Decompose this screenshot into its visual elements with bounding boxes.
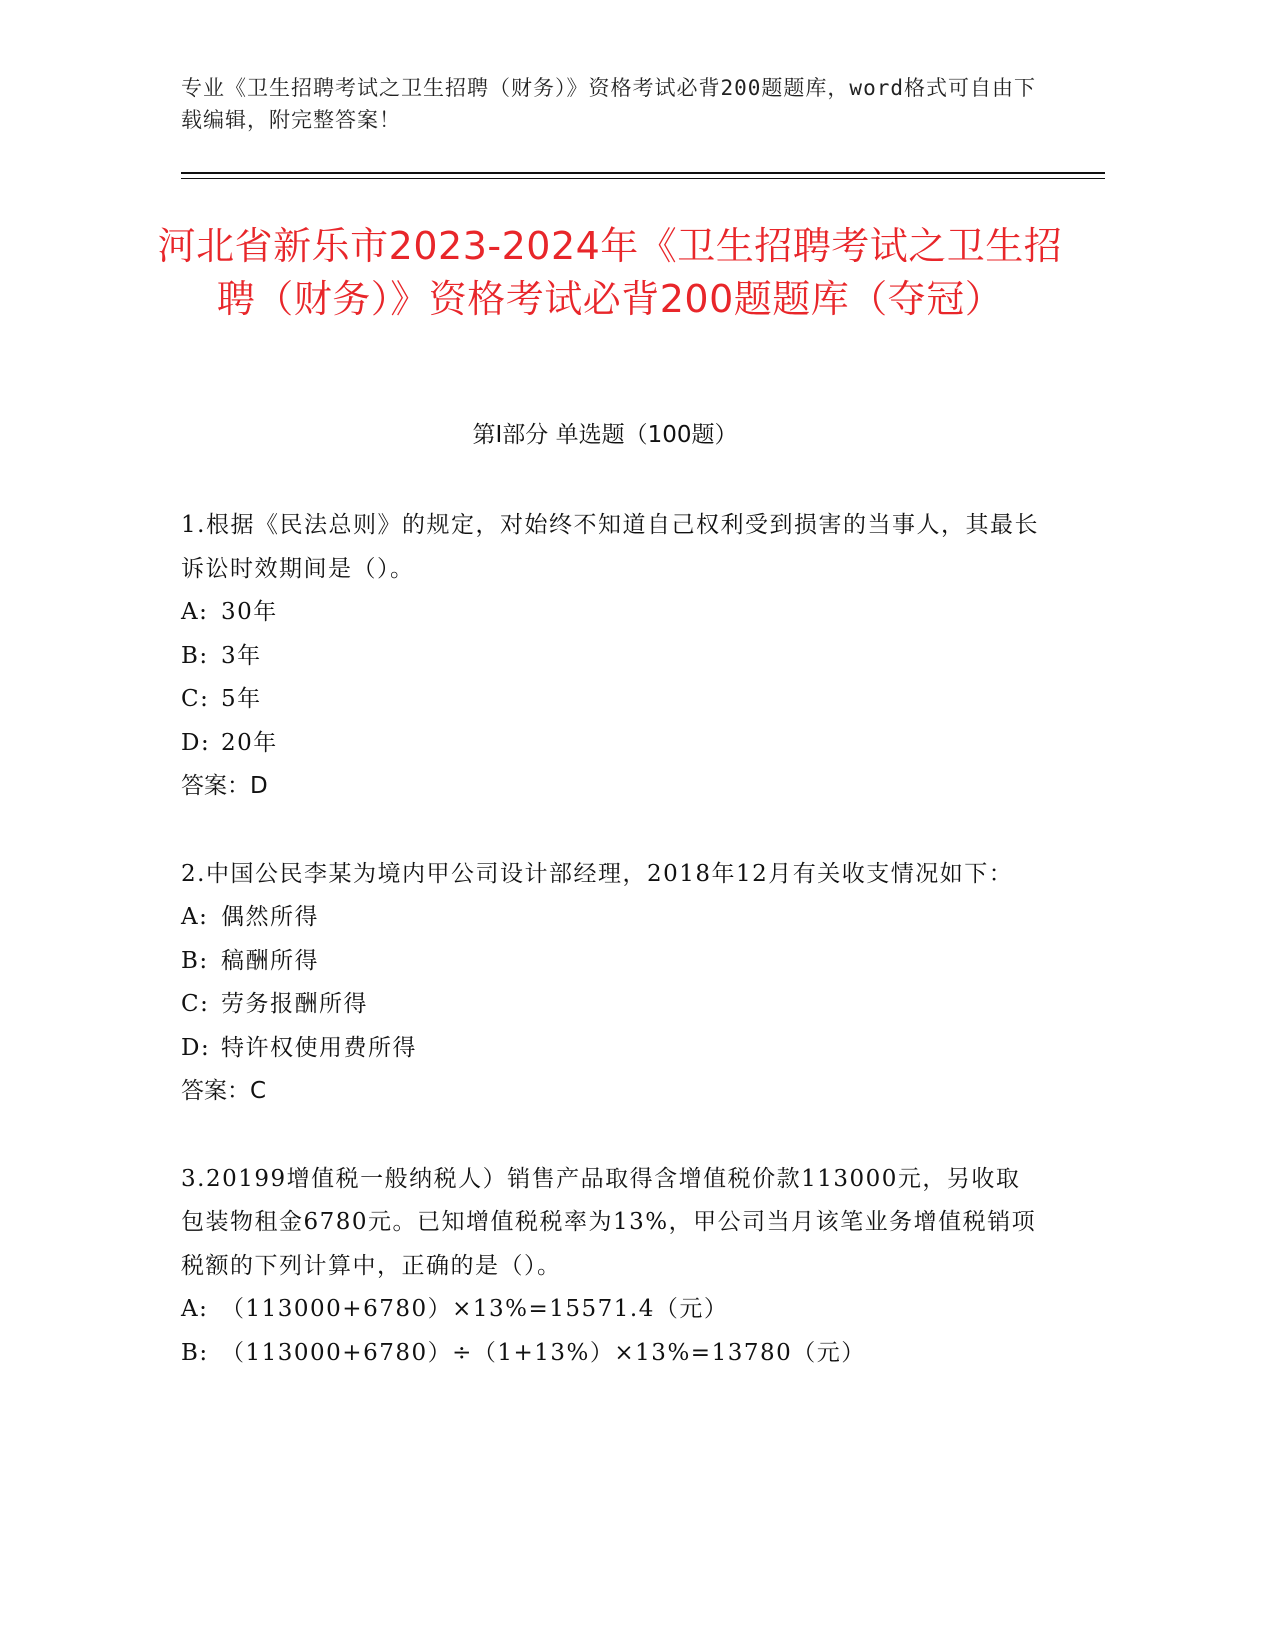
option-letter: B: (181, 642, 209, 669)
option-b (181, 635, 1041, 679)
question-stem: 1.根据《民法总则》的规定，对始终不知道自己权利受到损害的当事人，其最长诉讼时效期间是（）。 (181, 512, 1039, 582)
option-d (181, 722, 1041, 766)
option-letter: B: (181, 1339, 209, 1366)
option-letter: A: (181, 1296, 209, 1322)
option-letter: D: (181, 1034, 211, 1061)
option-text: （113000+6780）×13%=15571.4（元） (221, 1296, 729, 1322)
option-text: 稿酬所得 (221, 947, 319, 974)
option-letter: A: (181, 599, 209, 625)
option-a (181, 591, 1041, 635)
option-a (181, 1288, 1041, 1332)
question-stem: 2.中国公民李某为境内甲公司设计部经理，2018年12月有关收支情况如下： (181, 860, 1014, 887)
option-text: 30年 (221, 599, 278, 625)
option-text: 特许权使用费所得 (221, 1034, 417, 1061)
option-b (181, 940, 1041, 984)
option-d (181, 1027, 1041, 1071)
question-stem: 3.20199增值税一般纳税人）销售产品取得含增值税价款113000元，另收取包装物租金6780元。已知增值税税率为13%，甲公司当月该笔业务增值税销项税额的下列计算中，正确的是（）。 (181, 1165, 1037, 1279)
question-2 (181, 853, 1041, 1114)
document-title: 河北省新乐市2023-2024年《卫生招聘考试之卫生招聘（财务）》资格考试必背200题题库（夺冠） (157, 224, 1063, 321)
option-letter: C: (181, 991, 210, 1017)
question-answer: 答案：D (181, 773, 268, 799)
header-divider-thick (181, 172, 1105, 174)
option-text: 3年 (221, 642, 262, 669)
option-a (181, 896, 1041, 940)
option-letter: B: (181, 947, 209, 974)
option-text: 20年 (221, 729, 278, 756)
question-3 (181, 1158, 1041, 1376)
option-c (181, 983, 1041, 1027)
section-title: 第Ⅰ部分 单选题（100题） (472, 422, 738, 448)
question-answer: 答案：C (181, 1078, 267, 1104)
option-text: 5年 (221, 686, 262, 712)
header-divider-thin (181, 178, 1105, 179)
option-c (181, 678, 1041, 722)
option-b (181, 1332, 1041, 1376)
question-1 (181, 504, 1041, 809)
option-letter: C: (181, 686, 210, 712)
header-note: 专业《卫生招聘考试之卫生招聘（财务）》资格考试必背200题题库，word格式可自由下载编辑，附完整答案！ (181, 76, 1036, 132)
option-text: 劳务报酬所得 (221, 991, 368, 1017)
option-text: 偶然所得 (221, 904, 319, 930)
question-list (181, 504, 1041, 1419)
option-letter: A: (181, 904, 209, 930)
option-letter: D: (181, 729, 211, 756)
option-text: （113000+6780）÷（1+13%）×13%=13780（元） (221, 1339, 866, 1366)
